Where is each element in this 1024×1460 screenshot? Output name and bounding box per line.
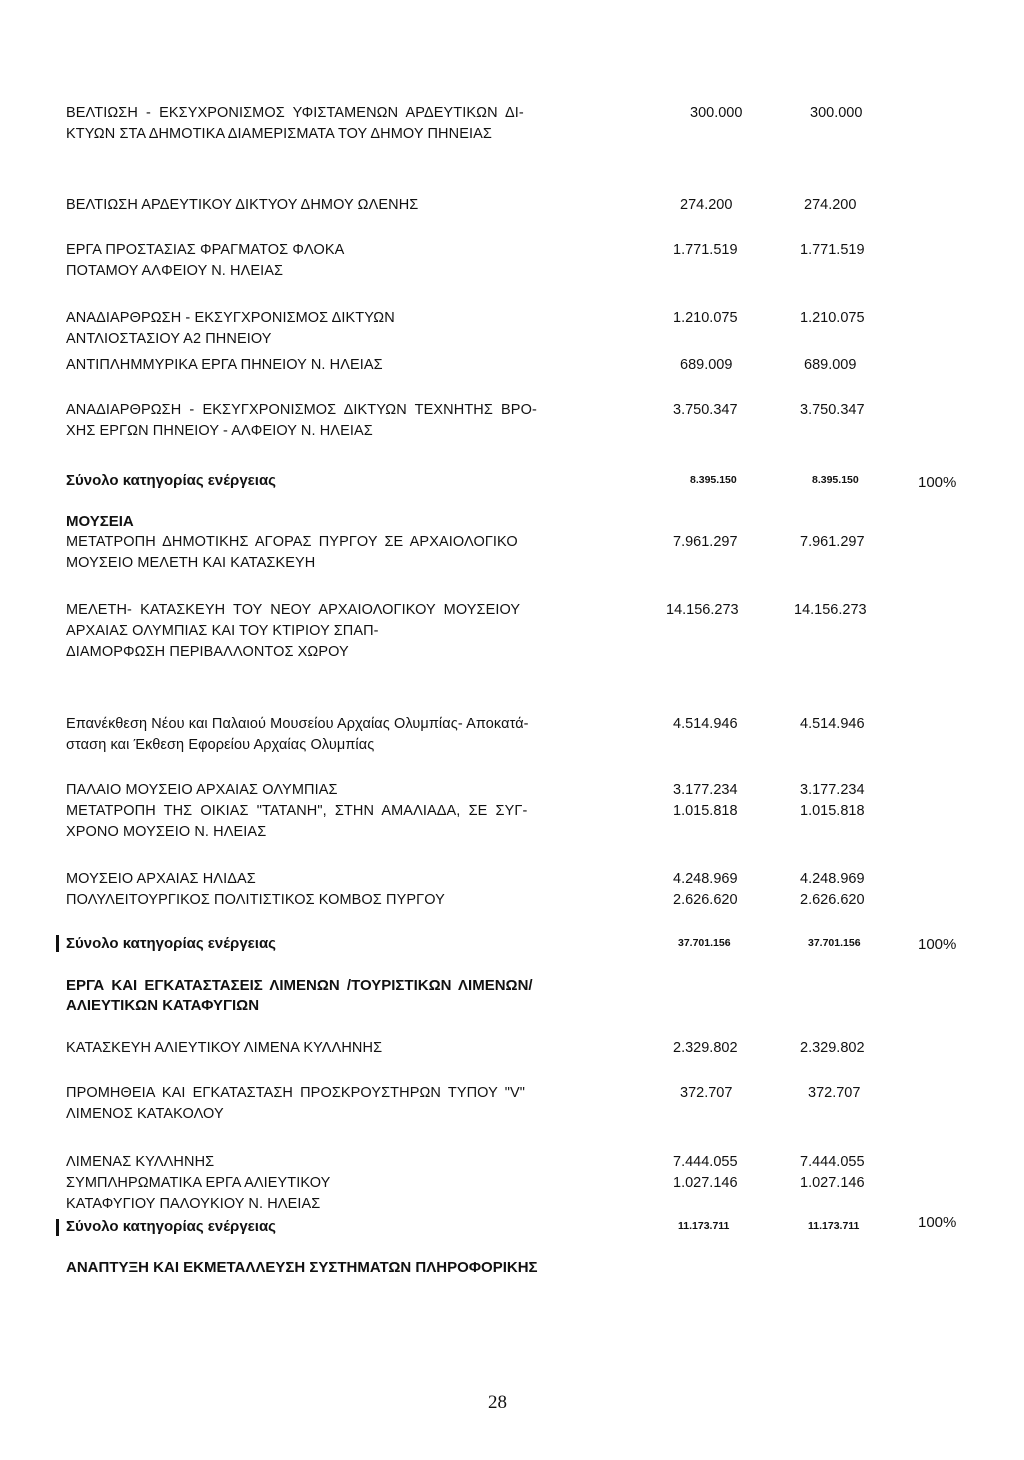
row-4-amount-a: 689.009 xyxy=(680,357,733,373)
category-total-amount-a: 37.701.156 xyxy=(678,937,731,949)
section-heading-information-systems: ΑΝΑΠΤΥΞΗ ΚΑΙ ΕΚΜΕΤΑΛΛΕΥΣΗ ΣΥΣΤΗΜΑΤΩΝ ΠΛΗΡΟΦΟΡΙΚΗΣ xyxy=(66,1259,538,1276)
row-15-amount-b: 7.444.055 xyxy=(800,1154,865,1170)
row-0-amount-b: 300.000 xyxy=(810,105,863,121)
section-heading-museums: ΜΟΥΣΕΙΑ xyxy=(66,513,134,530)
row-8-amount-a: 4.514.946 xyxy=(673,716,738,732)
row-11-amount-a: 4.248.969 xyxy=(673,871,738,887)
category-total-amount-b: 8.395.150 xyxy=(812,474,859,486)
row-13-amount-b: 2.329.802 xyxy=(800,1040,865,1056)
row-13-line-1: ΚΑΤΑΣΚΕΥΗ ΑΛΙΕΥΤΙΚΟΥ ΛΙΜΕΝΑ ΚΥΛΛΗΝΗΣ xyxy=(66,1040,383,1056)
row-3-line-1: ΑΝΑΔΙΑΡΘΡΩΣΗ - ΕΚΣΥΓΧΡΟΝΙΣΜΟΣ ΔΙΚΤΥΩΝ xyxy=(66,310,395,326)
row-6-amount-b: 7.961.297 xyxy=(800,534,865,550)
row-2-amount-a: 1.771.519 xyxy=(673,242,738,258)
row-0-line-2: ΚΤΥΩΝ ΣΤΑ ΔΗΜΟΤΙΚΑ ΔΙΑΜΕΡΙΣΜΑΤΑ ΤΟΥ ΔΗΜΟΥ ΠΗΝΕΙΑΣ xyxy=(66,126,492,142)
category-total-percent: 100% xyxy=(918,474,957,491)
row-15-amount-a: 7.444.055 xyxy=(673,1154,738,1170)
row-7-line-1: ΜΕΛΕΤΗ- ΚΑΤΑΣΚΕΥΗ ΤΟΥ ΝΕΟΥ ΑΡΧΑΙΟΛΟΓΙΚΟΥ ΜΟΥΣΕΙΟΥ xyxy=(66,602,521,618)
category-total-amount-a: 11.173.711 xyxy=(678,1220,730,1232)
row-2-amount-b: 1.771.519 xyxy=(800,242,865,258)
row-13-amount-a: 2.329.802 xyxy=(673,1040,738,1056)
row-16-line-1: ΣΥΜΠΛΗΡΩΜΑΤΙΚΑ ΕΡΓΑ ΑΛΙΕΥΤΙΚΟΥ xyxy=(66,1175,331,1191)
row-7-line-2: ΑΡΧΑΙΑΣ ΟΛΥΜΠΙΑΣ ΚΑΙ ΤΟΥ ΚΤΙΡΙΟΥ ΣΠΑΠ- xyxy=(66,623,379,639)
row-4-amount-b: 689.009 xyxy=(804,357,857,373)
row-6-line-2: ΜΟΥΣΕΙΟ ΜΕΛΕΤΗ ΚΑΙ ΚΑΤΑΣΚΕΥΗ xyxy=(66,555,316,571)
total-marker-bar xyxy=(56,1219,59,1236)
row-5-line-2: ΧΗΣ ΕΡΓΩΝ ΠΗΝΕΙΟΥ - ΑΛΦΕΙΟΥ Ν. ΗΛΕΙΑΣ xyxy=(66,423,373,439)
category-total-label: Σύνολο κατηγορίας ενέργειας xyxy=(66,1218,276,1235)
row-11-line-1: ΜΟΥΣΕΙΟ ΑΡΧΑΙΑΣ ΗΛΙΔΑΣ xyxy=(66,871,256,887)
row-14-amount-a: 372.707 xyxy=(680,1085,733,1101)
row-9-amount-a: 3.177.234 xyxy=(673,782,738,798)
category-total-label: Σύνολο κατηγορίας ενέργειας xyxy=(66,472,276,489)
row-11-amount-b: 4.248.969 xyxy=(800,871,865,887)
row-0-amount-a: 300.000 xyxy=(690,105,743,121)
row-5-amount-b: 3.750.347 xyxy=(800,402,865,418)
row-10-line-1: ΜΕΤΑΤΡΟΠΗ ΤΗΣ ΟΙΚΙΑΣ "ΤΑΤΑΝΗ", ΣΤΗΝ ΑΜΑΛΙΑΔΑ, ΣΕ ΣΥΓ- xyxy=(66,803,528,819)
row-2-line-2: ΠΟΤΑΜΟΥ ΑΛΦΕΙΟΥ Ν. ΗΛΕΙΑΣ xyxy=(66,263,284,279)
row-12-line-1: ΠΟΛΥΛΕΙΤΟΥΡΓΙΚΟΣ ΠΟΛΙΤΙΣΤΙΚΟΣ ΚΟΜΒΟΣ ΠΥΡΓΟΥ xyxy=(66,892,445,908)
row-3-amount-b: 1.210.075 xyxy=(800,310,865,326)
row-10-amount-b: 1.015.818 xyxy=(800,803,865,819)
category-total-label: Σύνολο κατηγορίας ενέργειας xyxy=(66,935,276,952)
section-heading-ports-line-2: ΑΛΙΕΥΤΙΚΩΝ ΚΑΤΑΦΥΓΙΩΝ xyxy=(66,997,260,1014)
row-16-amount-a: 1.027.146 xyxy=(673,1175,738,1191)
row-6-line-1: ΜΕΤΑΤΡΟΠΗ ΔΗΜΟΤΙΚΗΣ ΑΓΟΡΑΣ ΠΥΡΓΟΥ ΣΕ ΑΡΧΑΙΟΛΟΓΙΚΟ xyxy=(66,534,518,550)
row-0-line-1: ΒΕΛΤΙΩΣΗ - ΕΚΣΥΧΡΟΝΙΣΜΟΣ ΥΦΙΣΤΑΜΕΝΩΝ ΑΡΔΕΥΤΙΚΩΝ ΔΙ- xyxy=(66,105,524,121)
row-14-line-1: ΠΡΟΜΗΘΕΙΑ ΚΑΙ ΕΓΚΑΤΑΣΤΑΣΗ ΠΡΟΣΚΡΟΥΣΤΗΡΩΝ ΤΥΠΟΥ "V" xyxy=(66,1085,525,1101)
row-7-line-3: ΔΙΑΜΟΡΦΩΣΗ ΠΕΡΙΒΑΛΛΟΝΤΟΣ ΧΩΡΟΥ xyxy=(66,644,349,660)
row-7-amount-a: 14.156.273 xyxy=(666,602,739,618)
row-3-amount-a: 1.210.075 xyxy=(673,310,738,326)
row-1-amount-a: 274.200 xyxy=(680,197,733,213)
row-8-amount-b: 4.514.946 xyxy=(800,716,865,732)
row-1-amount-b: 274.200 xyxy=(804,197,857,213)
row-5-amount-a: 3.750.347 xyxy=(673,402,738,418)
category-total-percent: 100% xyxy=(918,1214,957,1231)
row-14-amount-b: 372.707 xyxy=(808,1085,861,1101)
row-9-amount-b: 3.177.234 xyxy=(800,782,865,798)
row-6-amount-a: 7.961.297 xyxy=(673,534,738,550)
row-7-amount-b: 14.156.273 xyxy=(794,602,867,618)
row-9-line-1: ΠΑΛΑΙΟ ΜΟΥΣΕΙΟ ΑΡΧΑΙΑΣ ΟΛΥΜΠΙΑΣ xyxy=(66,782,338,798)
total-marker-bar xyxy=(56,935,59,952)
category-total-percent: 100% xyxy=(918,936,957,953)
row-4-line-1: ΑΝΤΙΠΛΗΜΜΥΡΙΚΑ ΕΡΓΑ ΠΗΝΕΙΟΥ Ν. ΗΛΕΙΑΣ xyxy=(66,357,383,373)
category-total-amount-b: 37.701.156 xyxy=(808,937,861,949)
row-8-line-1: Επανέκθεση Νέου και Παλαιού Μουσείου Αρχαίας Ολυμπίας- Αποκατά- xyxy=(66,716,529,732)
row-12-amount-a: 2.626.620 xyxy=(673,892,738,908)
row-14-line-2: ΛΙΜΕΝΟΣ ΚΑΤΑΚΟΛΟΥ xyxy=(66,1106,224,1122)
page-number: 28 xyxy=(488,1392,507,1413)
row-8-line-2: σταση και Έκθεση Εφορείου Αρχαίας Ολυμπίας xyxy=(66,737,375,753)
row-2-line-1: ΕΡΓΑ ΠΡΟΣΤΑΣΙΑΣ ΦΡΑΓΜΑΤΟΣ ΦΛΟΚΑ xyxy=(66,242,345,258)
section-heading-ports: ΕΡΓΑ ΚΑΙ ΕΓΚΑΤΑΣΤΑΣΕΙΣ ΛΙΜΕΝΩΝ /ΤΟΥΡΙΣΤΙΚΩΝ ΛΙΜΕΝΩΝ/ xyxy=(66,977,533,994)
row-12-amount-b: 2.626.620 xyxy=(800,892,865,908)
row-5-line-1: ΑΝΑΔΙΑΡΘΡΩΣΗ - ΕΚΣΥΓΧΡΟΝΙΣΜΟΣ ΔΙΚΤΥΩΝ ΤΕΧΝΗΤΗΣ ΒΡΟ- xyxy=(66,402,537,418)
row-10-amount-a: 1.015.818 xyxy=(673,803,738,819)
row-10-line-2: ΧΡΟΝΟ ΜΟΥΣΕΙΟ Ν. ΗΛΕΙΑΣ xyxy=(66,824,267,840)
row-16-line-2: ΚΑΤΑΦΥΓΙΟΥ ΠΑΛΟΥΚΙΟΥ Ν. ΗΛΕΙΑΣ xyxy=(66,1196,321,1212)
category-total-amount-b: 11.173.711 xyxy=(808,1220,860,1232)
category-total-amount-a: 8.395.150 xyxy=(690,474,737,486)
row-15-line-1: ΛΙΜΕΝΑΣ ΚΥΛΛΗΝΗΣ xyxy=(66,1154,215,1170)
row-1-line-1: ΒΕΛΤΙΩΣΗ ΑΡΔΕΥΤΙΚΟΥ ΔΙΚΤΥΟΥ ΔΗΜΟΥ ΩΛΕΝΗΣ xyxy=(66,197,419,213)
row-16-amount-b: 1.027.146 xyxy=(800,1175,865,1191)
row-3-line-2: ΑΝΤΛΙΟΣΤΑΣΙΟΥ Α2 ΠΗΝΕΙΟΥ xyxy=(66,331,272,347)
